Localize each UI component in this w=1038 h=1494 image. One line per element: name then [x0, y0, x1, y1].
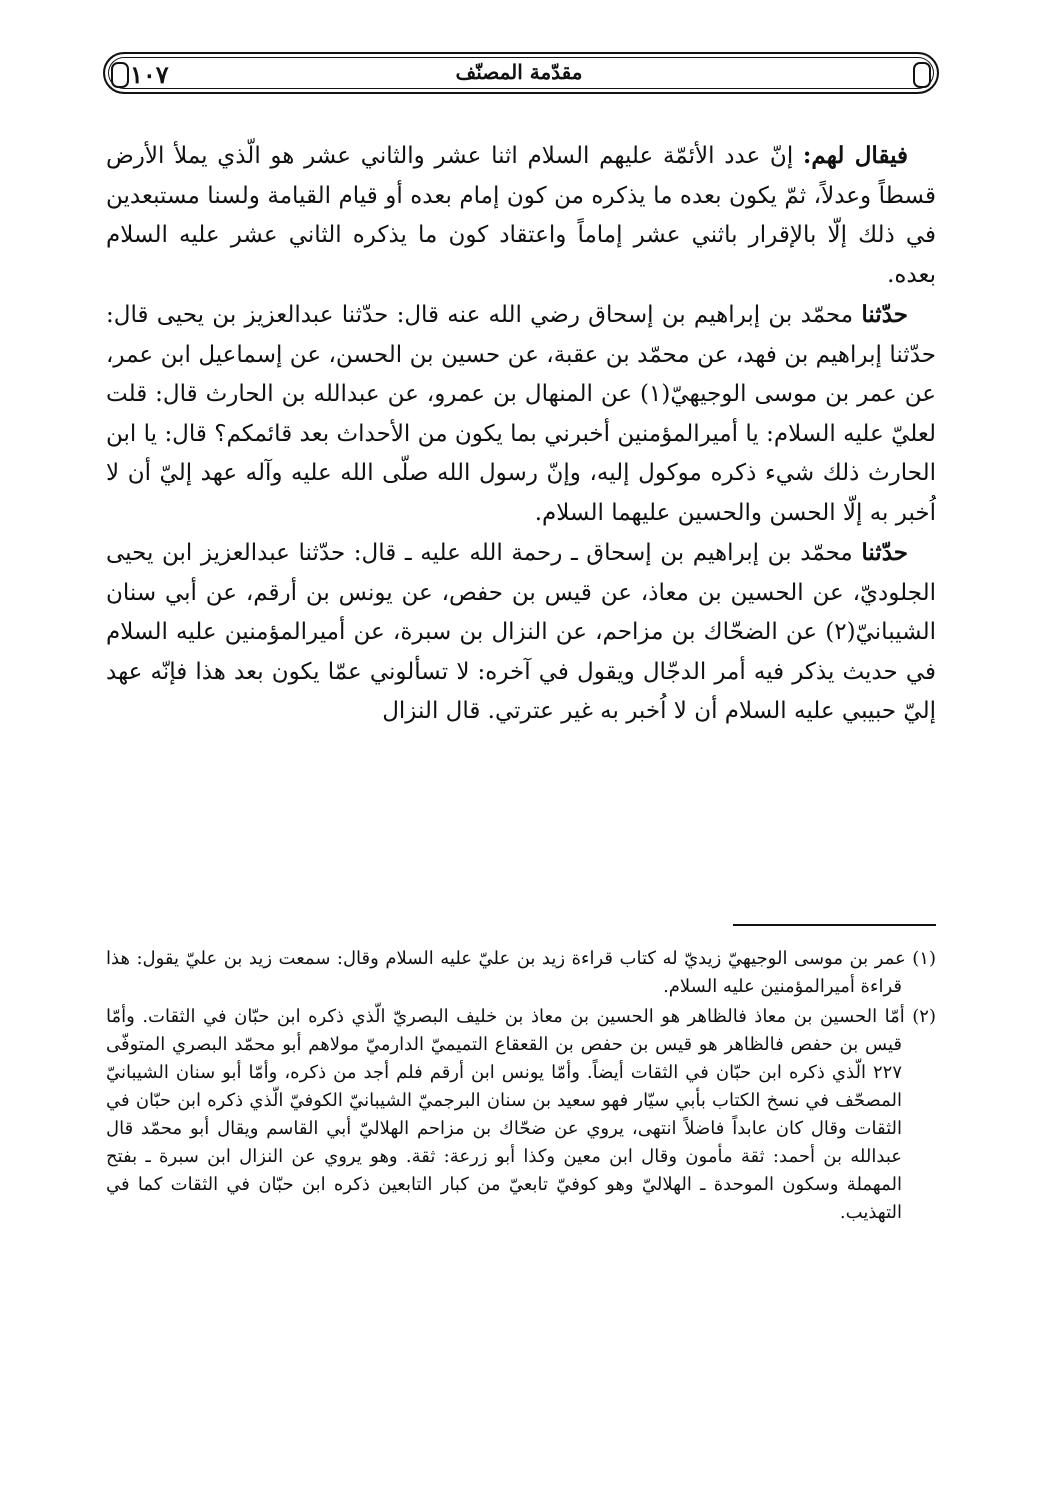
page-number: ١٠٧	[130, 60, 169, 89]
footnote-divider	[733, 924, 936, 926]
paragraph-text: محمّد بن إبراهيم بن إسحاق رضي الله عنه قال: حدّثنا عبدالعزيز بن يحيى قال: حدّثنا إبراهيم بن فهد، عن محمّد بن عقبة، عن حسين بن الحسن، عن إسماعيل ابن عمر، عن عمر بن موسى الوجيهيّ(١) عن المنهال بن عمرو، عن عبدالله بن الحارث قال: قلت لعليّ عليه السلام: يا أميرالمؤمنين أخبرني بما يكون من الأحداث بعد قائمكم؟ قال: يا ابن الحارث ذلك شيء ذكره موكول إليه، وإنّ رسول الله صلّى الله عليه وآله عهد إليّ أن لا اُخبر به إلّا الحسن والحسين عليهما السلام.	[106, 302, 936, 526]
paragraph-text: محمّد بن إبراهيم بن إسحاق ـ رحمة الله عليه ـ قال: حدّثنا عبدالعزيز ابن يحيى الجلوديّ، عن الحسين بن معاذ، عن قيس بن حفص، عن يونس بن أرقم، عن أبي سنان الشيبانيّ(٢) عن الضحّاك بن مزاحم، عن النزال بن سبرة، عن أميرالمؤمنين عليه السلام في حديث يذكر فيه أمر الدجّال ويقول في آخره: لا تسألوني عمّا يكون بعد هذا فإنّه عهد إليّ حبيبي عليه السلام أن لا اُخبر به غير عترتي. قال النزال	[106, 540, 936, 724]
paragraph-lead: فيقال لهم:	[802, 142, 909, 169]
paragraph-lead: حدّثنا	[861, 539, 908, 566]
paragraph-text: إنّ عدد الأئمّة عليهم السلام اثنا عشر والثاني عشر هو الّذي يملأ الأرض قسطاً وعدلاً، ثمّ يكون بعده ما يذكره من كون إمام بعده أو قيام القيامة ولسنا مستبعدين في ذلك إلّا بالإقرار باثني عشر إماماً واعتقاد كون ما يذكره الثاني عشر عليه السلام بعده.	[106, 143, 936, 288]
footnotes	[106, 945, 936, 1229]
paragraph	[106, 533, 936, 732]
paragraph	[106, 295, 936, 533]
paragraph-lead: حدّثنا	[861, 301, 908, 328]
footnote: (٢) أمّا الحسين بن معاذ فالظاهر هو الحسين بن معاذ بن خليف البصريّ الّذي ذكره ابن حبّان في الثقات. وأمّا قيس بن حفص فالظاهر هو قيس بن حفص بن القعقاع التميميّ الدارميّ مولاهم أبو محمّد البصري المتوفّى ٢٢٧ الّذي ذكره ابن حبّان في الثقات أيضاً. وأمّا يونس ابن أرقم فلم أجد من ذكره، وأمّا أبو سنان الشيبانيّ المصحّف في نسخ الكتاب بأبي سيّار فهو سعيد بن سنان البرجميّ الشيبانيّ الكوفيّ الّذي ذكره ابن حبّان في الثقات وقال كان عابداً فاضلاً انتهى، يروي عن ضحّاك بن مزاحم الهلاليّ أبي القاسم ويقال أبو محمّد قال عبدالله بن أحمد: ثقة مأمون وقال ابن معين وكذا أبو زرعة: ثقة. وهو يروي عن النزال ابن سبرة ـ بفتح المهملة وسكون الموحدة ـ الهلاليّ وهو كوفيّ تابعيّ من كبار التابعين ذكره ابن حبّان في الثقات كما في التهذيب.	[106, 1006, 936, 1223]
main-text	[106, 136, 936, 732]
running-title: مقدّمة المصنّف	[455, 60, 583, 84]
footnote: (١) عمر بن موسى الوجيهيّ زيديّ له كتاب قراءة زيد بن عليّ عليه السلام وقال: سمعت زيد بن عليّ يقول: هذا قراءة أميرالمؤمنين عليه السلام.	[106, 948, 936, 997]
paragraph	[106, 136, 936, 295]
